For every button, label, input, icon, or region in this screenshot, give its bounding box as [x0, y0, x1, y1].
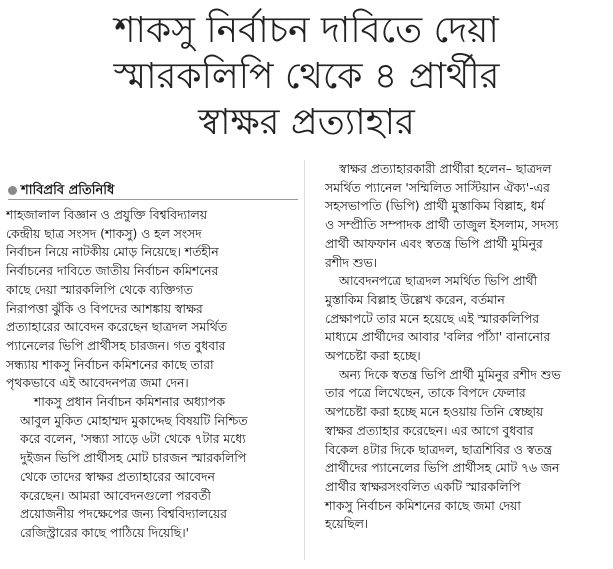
text-line: প্রার্থী আফফান এবং স্বতন্ত্র ভিপি প্রার্থী মুমিনুর — [325, 236, 543, 251]
text-line: রশীদ শুভ। — [325, 255, 378, 270]
paragraph — [6, 206, 302, 393]
text-line: শাহজালাল বিজ্ঞান ও প্রযুক্তি বিশ্ববিদ্যালয় — [6, 208, 207, 222]
text-line: আবেদনপত্রে ছাত্রদল সমর্থিত ভিপি প্রার্থী — [339, 274, 537, 289]
text-line: সন্ধ্যায় শাকসু নির্বাচন কমিশনের কাছে তারা — [6, 357, 214, 372]
bullet-icon — [8, 186, 17, 195]
text-line: নিরাপত্তা ঝুঁকি ও বিপদের আশঙ্কায় স্বাক্ষর — [6, 301, 203, 316]
text-line: স্বাক্ষর প্রত্যাহার করেছেন। এর আগে বুধবার — [325, 423, 534, 438]
text-line: নির্বাচন নিয়ে নাটকীয় মোড় নিয়েছে। শর্তহীন — [6, 245, 219, 260]
text-line: মুস্তাকিম বিল্লাহ উল্লেখ করেন, বর্তমান — [325, 292, 505, 307]
byline-text: শাবিপ্রবি প্রতিনিধি — [21, 183, 115, 198]
text-line: কাছে দেয়া স্মারকলিপি থেকে ব্যক্তিগত — [6, 282, 193, 297]
text-line: অন্য দিকে স্বতন্ত্র ভিপি প্রার্থী মুমিনুর রশীদ শুভ — [339, 367, 561, 382]
text-line: থেকে তাদের স্বাক্ষর প্রত্যাহারের আবেদন — [20, 469, 215, 484]
text-line: প্যানেলের ভিপি প্রার্থীসহ চারজন। গত বুধবার — [6, 338, 226, 353]
right-column — [311, 160, 607, 534]
text-line: ও সম্প্রীতি সম্পাদক প্রার্থী তাজুল ইসলাম, সদস্য — [325, 218, 559, 233]
text-line: করে বলেন, 'সন্ধ্যা সাড়ে ৬টা থেকে ৭টার মধ্যে — [20, 432, 246, 447]
text-line: পৃথকভাবে এই আবেদনপত্র জমা দেন। — [6, 376, 189, 391]
text-line: মাধ্যমে প্রার্থীদের আবার 'বলির পাঁঠা' বানানোর — [325, 330, 551, 345]
left-column — [6, 206, 302, 543]
text-line: প্রত্যাহারের আবেদন করেছেন ছাত্রদল সমর্থিত — [6, 320, 227, 335]
text-line: প্রার্থীর স্বাক্ষরসংবলিত একটি স্মারকলিপি — [325, 479, 521, 494]
text-line: বিকেল ৪টার দিকে ছাত্রদল, ছাত্রশিবির ও স্বতন্ত্র — [325, 442, 552, 457]
text-line: নির্বাচনের দাবিতে জাতীয় নির্বাচন কমিশনের — [6, 264, 219, 279]
text-line: রেজিস্ট্রারের কাছে পাঠিয়ে দিয়েছি।' — [20, 525, 190, 540]
headline-line: স্বাক্ষর প্রত্যাহার — [198, 102, 415, 143]
text-line: শাকসু নির্বাচন কমিশনের কাছে জমা দেয়া — [325, 498, 521, 513]
text-line: তার পত্রে লিখেছেন, তাকে বিপদে ফেলার — [325, 386, 526, 401]
text-line: দুইজন ভিপি প্রার্থীসহ মোট চারজন স্মারকলিপি — [20, 451, 247, 466]
text-line: প্রয়োজনীয় পদক্ষেপের জন্য বিশ্ববিদ্যালয়ের — [20, 507, 227, 522]
paragraph — [311, 272, 607, 366]
text-line: সমর্থিত প্যানেল 'সম্মিলিত সাস্টিয়ান ঐক্য'-এর — [325, 180, 550, 195]
text-line: কেন্দ্রীয় ছাত্র সংসদ (শাকসু) ও হল সংসদ — [6, 226, 202, 241]
paragraph — [311, 366, 607, 534]
byline-divider — [8, 199, 298, 200]
paragraph — [6, 393, 302, 543]
text-line: অপচেষ্টা করা হচ্ছে মনে হওয়ায় তিনি স্বেচ্ছায় — [325, 405, 544, 420]
text-line: সহসভাপতি (ভিপি) প্রার্থী মুস্তাকিম বিল্লাহ, ধর্ম — [325, 199, 545, 214]
headline — [0, 8, 613, 146]
text-line: প্রার্থীদের প্যানেলের ভিপি প্রার্থীসহ মোট ৭৬ জন — [325, 461, 560, 476]
text-line: হয়েছিল। — [325, 517, 369, 532]
headline-line: শাকসু নির্বাচন দাবিতে দেয়া — [114, 10, 499, 51]
paragraph — [311, 160, 607, 272]
text-line: স্বাক্ষর প্রত্যাহারকারী প্রার্থীরা হলেন– ছাত্রদল — [339, 162, 552, 176]
column-divider — [304, 160, 305, 560]
text-line: অপচেষ্টা করা হচ্ছে। — [325, 349, 421, 364]
text-line: করেছেন। আমরা আবেদনগুলো পরবর্তী — [20, 488, 211, 503]
text-line: আবুল মুকিত মোহাম্মদ মুকাদ্দেছ বিষয়টি নিশ্চিত — [20, 413, 248, 428]
headline-line: স্মারকলিপি থেকে ৪ প্রার্থীর — [113, 56, 500, 97]
text-line: প্রেক্ষাপটে তার মনে হয়েছে এই স্মারকলিপির — [325, 311, 540, 326]
text-line: শাকসু প্রধান নির্বাচন কমিশনার অধ্যাপক — [34, 395, 225, 410]
